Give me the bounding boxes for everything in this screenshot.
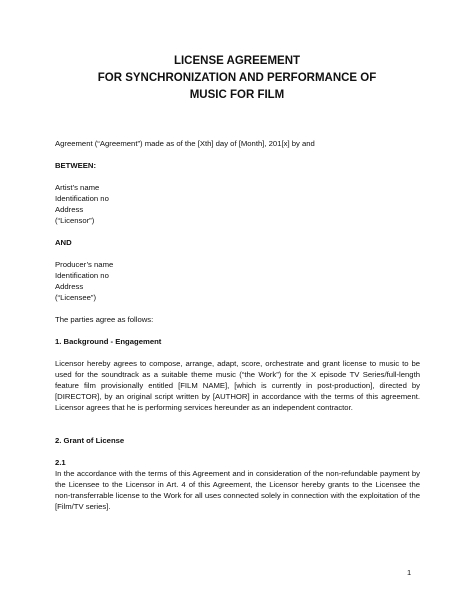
and-label: AND (55, 238, 72, 247)
section-2-heading: 2. Grant of License (55, 436, 125, 445)
between-label: BETWEEN: (55, 161, 96, 170)
agree-text: The parties agree as follows: (55, 315, 154, 324)
page-number: 1 (407, 568, 412, 577)
title-line-2: FOR SYNCHRONIZATION AND PERFORMANCE OF (97, 72, 377, 84)
title-line-1: LICENSE AGREEMENT (173, 55, 301, 67)
licensee-address: Address (55, 282, 84, 291)
licensee-name: Producer’s name (55, 260, 114, 269)
section-1-text: Licensor hereby agrees to compose, arrange, adapt, score, orchestrate and grant license to music to be used for the soundtrack as a suitable theme music (“the Work”) for the X episode TV Series/full-length feature film provisionally entitled [FILM NAME], [which is currently in post-production], directed by [DIRECTOR], by an original script written by [AUTHOR] in accordance with the terms of this agreement. Licensor agrees that he is performing services hereunder as an independent contractor. (55, 359, 420, 412)
document-body (55, 138, 420, 512)
section-2-1-heading: 2.1 (55, 458, 66, 467)
licensor-name: Artist’s name (55, 183, 100, 192)
licensee-role: (“Licensee”) (55, 293, 97, 302)
licensor-id: Identification no (55, 194, 109, 203)
licensee-id: Identification no (55, 271, 109, 280)
licensor-address: Address (55, 205, 84, 214)
section-2-1-text: In the accordance with the terms of this Agreement and in consideration of the non-refundable payment by the Licensee to the Licensor in Art. 4 of this Agreement, the Licensor hereby grants to the Licensee the non-transferrable license to the Work for all uses connected solely in connection with the exploitation of the [Film/TV series]. (55, 469, 420, 511)
section-1-heading: 1. Background - Engagement (55, 337, 162, 346)
intro-paragraph: Agreement (“Agreement”) made as of the [Xth] day of [Month], 201[x] by and (55, 139, 315, 148)
licensor-role: (“Licensor”) (55, 216, 95, 225)
title-line-3: MUSIC FOR FILM (189, 89, 285, 101)
document-title (0, 53, 474, 104)
